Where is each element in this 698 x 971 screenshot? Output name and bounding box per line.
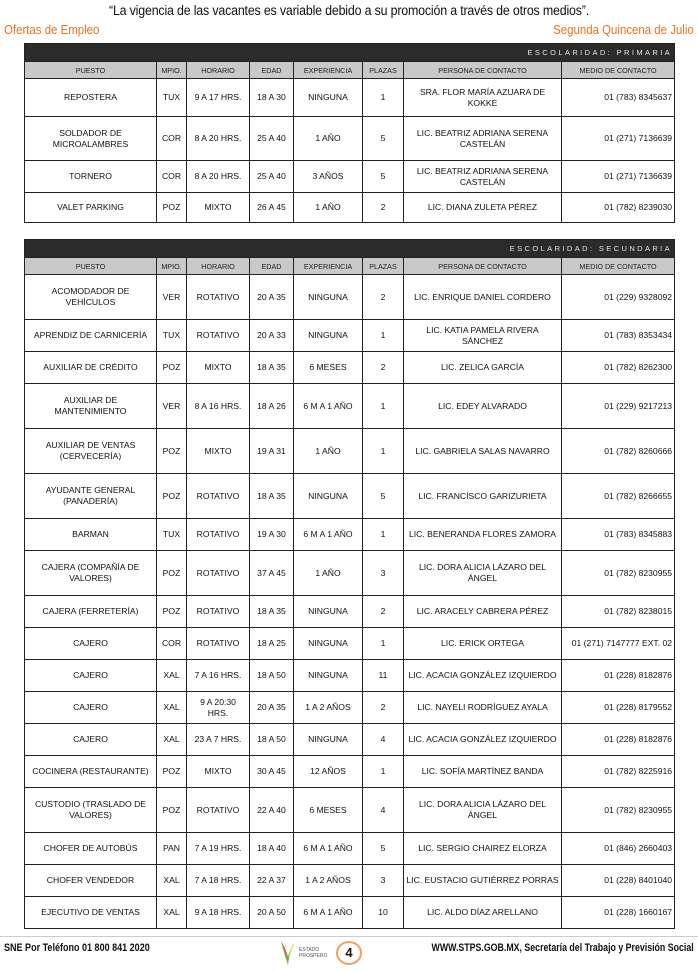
- experiencia-cell: 6 M A 1 AÑO: [294, 897, 363, 929]
- puesto-cell: VALET PARKING: [25, 193, 157, 223]
- mpio-cell: VER: [157, 275, 187, 320]
- experiencia-cell: 1 A 2 AÑOS: [294, 692, 363, 724]
- plazas-cell: 1: [363, 519, 404, 551]
- edad-cell: 26 A 45: [250, 193, 294, 223]
- contact-person-cell: LIC. ACACIA GONZÁLEZ IZQUIERDO: [404, 660, 562, 692]
- footer-website: WWW.STPS.GOB.MX, Secretaría del Trabajo y Previsión Social: [431, 942, 694, 954]
- contact-phone-cell: 01 (782) 8230955: [562, 788, 675, 833]
- horario-cell: 8 A 20 HRS.: [187, 161, 250, 193]
- mpio-cell: POZ: [157, 551, 187, 596]
- column-header: PUESTO: [25, 62, 157, 79]
- plazas-cell: 1: [363, 429, 404, 474]
- mpio-cell: TUX: [157, 519, 187, 551]
- table-row: [25, 833, 675, 865]
- horario-cell: ROTATIVO: [187, 275, 250, 320]
- column-header: PLAZAS: [363, 62, 404, 79]
- horario-cell: 23 A 7 HRS.: [187, 724, 250, 756]
- experiencia-cell: 12 AÑOS: [294, 756, 363, 788]
- contact-phone-cell: 01 (229) 9328092: [562, 275, 675, 320]
- contact-phone-cell: 01 (782) 8239030: [562, 193, 675, 223]
- table-row: [25, 788, 675, 833]
- table-row: [25, 865, 675, 897]
- experiencia-cell: 6 M A 1 AÑO: [294, 519, 363, 551]
- plazas-cell: 2: [363, 193, 404, 223]
- horario-cell: 7 A 16 HRS.: [187, 660, 250, 692]
- horario-cell: ROTATIVO: [187, 788, 250, 833]
- plazas-cell: 4: [363, 788, 404, 833]
- puesto-cell: SOLDADOR DE MICROALAMBRES: [25, 117, 157, 161]
- experiencia-cell: 1 AÑO: [294, 551, 363, 596]
- escolaridad-label: ESCOLARIDAD: SECUNDARIA: [25, 240, 675, 258]
- contact-person-cell: LIC. KATIA PAMELA RIVERA SÁNCHEZ: [404, 320, 562, 352]
- edad-cell: 37 A 45: [250, 551, 294, 596]
- footer-phone: SNE Por Teléfono 01 800 841 2020: [4, 942, 150, 954]
- horario-cell: MIXTO: [187, 429, 250, 474]
- plazas-cell: 3: [363, 865, 404, 897]
- puesto-cell: CUSTODIO (TRASLADO DE VALORES): [25, 788, 157, 833]
- experiencia-cell: NINGUNA: [294, 275, 363, 320]
- mpio-cell: XAL: [157, 660, 187, 692]
- puesto-cell: TORNERO: [25, 161, 157, 193]
- horario-cell: ROTATIVO: [187, 320, 250, 352]
- horario-cell: 7 A 18 HRS.: [187, 865, 250, 897]
- edad-cell: 25 A 40: [250, 117, 294, 161]
- column-header: HORARIO: [187, 258, 250, 275]
- edad-cell: 19 A 31: [250, 429, 294, 474]
- table-secundaria: [24, 239, 675, 929]
- horario-cell: 7 A 19 HRS.: [187, 833, 250, 865]
- edad-cell: 20 A 50: [250, 897, 294, 929]
- horario-cell: 8 A 20 HRS.: [187, 117, 250, 161]
- mpio-cell: PAN: [157, 833, 187, 865]
- experiencia-cell: 1 AÑO: [294, 117, 363, 161]
- experiencia-cell: NINGUNA: [294, 596, 363, 628]
- mpio-cell: TUX: [157, 320, 187, 352]
- mpio-cell: XAL: [157, 897, 187, 929]
- puesto-cell: EJECUTIVO DE VENTAS: [25, 897, 157, 929]
- contact-phone-cell: 01 (228) 1660167: [562, 897, 675, 929]
- horario-cell: ROTATIVO: [187, 551, 250, 596]
- horario-cell: ROTATIVO: [187, 474, 250, 519]
- contact-person-cell: LIC. BENERANDA FLORES ZAMORA: [404, 519, 562, 551]
- experiencia-cell: 6 MESES: [294, 352, 363, 384]
- puesto-cell: AUXILIAR DE VENTAS (CERVECERÍA): [25, 429, 157, 474]
- table-row: [25, 519, 675, 551]
- contact-person-cell: LIC. DIANA ZULETA PÉREZ: [404, 193, 562, 223]
- horario-cell: ROTATIVO: [187, 596, 250, 628]
- edad-cell: 18 A 40: [250, 833, 294, 865]
- plazas-cell: 1: [363, 628, 404, 660]
- contact-phone-cell: 01 (271) 7136639: [562, 161, 675, 193]
- plazas-cell: 1: [363, 384, 404, 429]
- contact-person-cell: LIC. EUSTACIO GUTIÉRREZ PORRAS: [404, 865, 562, 897]
- table-primaria: [24, 43, 675, 223]
- puesto-cell: CAJERA (FERRETERÍA): [25, 596, 157, 628]
- contact-phone-cell: 01 (228) 8182876: [562, 724, 675, 756]
- horario-cell: 9 A 17 HRS.: [187, 79, 250, 117]
- mpio-cell: POZ: [157, 352, 187, 384]
- experiencia-cell: NINGUNA: [294, 660, 363, 692]
- mpio-cell: POZ: [157, 474, 187, 519]
- contact-person-cell: LIC. FRANCÍSCO GARIZURIETA: [404, 474, 562, 519]
- table-row: [25, 79, 675, 117]
- experiencia-cell: 6 M A 1 AÑO: [294, 833, 363, 865]
- page-number: 4: [336, 941, 362, 965]
- puesto-cell: CAJERO: [25, 692, 157, 724]
- contact-person-cell: LIC. DORA ALICIA LÁZARO DEL ÁNGEL: [404, 788, 562, 833]
- puesto-cell: CHOFER DE AUTOBÚS: [25, 833, 157, 865]
- plazas-cell: 1: [363, 756, 404, 788]
- contact-phone-cell: 01 (783) 8345637: [562, 79, 675, 117]
- mpio-cell: COR: [157, 628, 187, 660]
- table-row: [25, 897, 675, 929]
- plazas-cell: 2: [363, 352, 404, 384]
- column-header: PUESTO: [25, 258, 157, 275]
- puesto-cell: APRENDIZ DE CARNICERÍA: [25, 320, 157, 352]
- horario-cell: 9 A 20:30 HRS.: [187, 692, 250, 724]
- contact-phone-cell: 01 (846) 2660403: [562, 833, 675, 865]
- table-row: [25, 193, 675, 223]
- column-header: HORARIO: [187, 62, 250, 79]
- table-row: [25, 117, 675, 161]
- puesto-cell: ACOMODADOR DE VEHÍCULOS: [25, 275, 157, 320]
- contact-phone-cell: 01 (782) 8230955: [562, 551, 675, 596]
- table-row: [25, 161, 675, 193]
- edad-cell: 25 A 40: [250, 161, 294, 193]
- experiencia-cell: 1 A 2 AÑOS: [294, 865, 363, 897]
- contact-person-cell: LIC. EDEY ALVARADO: [404, 384, 562, 429]
- escolaridad-label: ESCOLARIDAD: PRIMARIA: [25, 44, 675, 62]
- experiencia-cell: NINGUNA: [294, 79, 363, 117]
- contact-phone-cell: 01 (782) 8266655: [562, 474, 675, 519]
- column-header: PERSONA DE CONTACTO: [404, 62, 562, 79]
- plazas-cell: 10: [363, 897, 404, 929]
- contact-phone-cell: 01 (271) 7136639: [562, 117, 675, 161]
- contact-person-cell: LIC. ERICK ORTEGA: [404, 628, 562, 660]
- horario-cell: 8 A 16 HRS.: [187, 384, 250, 429]
- contact-person-cell: LIC. SOFÍA MARTÍNEZ BANDA: [404, 756, 562, 788]
- mpio-cell: XAL: [157, 724, 187, 756]
- plazas-cell: 11: [363, 660, 404, 692]
- edad-cell: 22 A 37: [250, 865, 294, 897]
- contact-person-cell: LIC. ACACIA GONZÁLEZ IZQUIERDO: [404, 724, 562, 756]
- period-label: Segunda Quincena de Julio: [553, 22, 694, 37]
- experiencia-cell: NINGUNA: [294, 320, 363, 352]
- experiencia-cell: 3 AÑOS: [294, 161, 363, 193]
- experiencia-cell: 6 MESES: [294, 788, 363, 833]
- mpio-cell: COR: [157, 117, 187, 161]
- horario-cell: ROTATIVO: [187, 628, 250, 660]
- mpio-cell: POZ: [157, 756, 187, 788]
- table-row: [25, 692, 675, 724]
- experiencia-cell: NINGUNA: [294, 474, 363, 519]
- contact-phone-cell: 01 (228) 8182876: [562, 660, 675, 692]
- table-row: [25, 474, 675, 519]
- table-row: [25, 352, 675, 384]
- contact-person-cell: LIC. ZELICA GARCÍA: [404, 352, 562, 384]
- horario-cell: 9 A 18 HRS.: [187, 897, 250, 929]
- table-row: [25, 551, 675, 596]
- column-header: MPIO.: [157, 258, 187, 275]
- plazas-cell: 5: [363, 474, 404, 519]
- table-row: [25, 724, 675, 756]
- escolaridad-band: [25, 44, 675, 62]
- plazas-cell: 5: [363, 161, 404, 193]
- contact-person-cell: LIC. NAYELI RODRÍGUEZ AYALA: [404, 692, 562, 724]
- plazas-cell: 1: [363, 320, 404, 352]
- table-row: [25, 660, 675, 692]
- plazas-cell: 5: [363, 117, 404, 161]
- contact-person-cell: LIC. SERGIO CHAIREZ ELORZA: [404, 833, 562, 865]
- column-header: PERSONA DE CONTACTO: [404, 258, 562, 275]
- column-header: MEDIO DE CONTACTO: [562, 258, 675, 275]
- mpio-cell: POZ: [157, 193, 187, 223]
- contact-phone-cell: 01 (783) 8353434: [562, 320, 675, 352]
- contact-person-cell: LIC. BEATRIZ ADRIANA SERENA CASTELÁN: [404, 161, 562, 193]
- table-row: [25, 596, 675, 628]
- experiencia-cell: 1 AÑO: [294, 193, 363, 223]
- plazas-cell: 1: [363, 79, 404, 117]
- mpio-cell: POZ: [157, 596, 187, 628]
- section-title: Ofertas de Empleo: [4, 22, 100, 37]
- mpio-cell: XAL: [157, 692, 187, 724]
- column-header: EDAD: [250, 258, 294, 275]
- experiencia-cell: 6 M A 1 AÑO: [294, 384, 363, 429]
- column-header: MEDIO DE CONTACTO: [562, 62, 675, 79]
- puesto-cell: CAJERO: [25, 724, 157, 756]
- column-header-row: [25, 62, 675, 79]
- puesto-cell: COCINERA (RESTAURANTE): [25, 756, 157, 788]
- mpio-cell: POZ: [157, 788, 187, 833]
- escolaridad-band: [25, 240, 675, 258]
- mpio-cell: VER: [157, 384, 187, 429]
- contact-phone-cell: 01 (229) 9217213: [562, 384, 675, 429]
- puesto-cell: AYUDANTE GENERAL (PANADERÍA): [25, 474, 157, 519]
- edad-cell: 19 A 30: [250, 519, 294, 551]
- puesto-cell: BARMAN: [25, 519, 157, 551]
- horario-cell: MIXTO: [187, 756, 250, 788]
- edad-cell: 18 A 26: [250, 384, 294, 429]
- edad-cell: 20 A 35: [250, 692, 294, 724]
- horario-cell: MIXTO: [187, 193, 250, 223]
- experiencia-cell: 1 AÑO: [294, 429, 363, 474]
- table-row: [25, 756, 675, 788]
- contact-phone-cell: 01 (782) 8225916: [562, 756, 675, 788]
- contact-person-cell: LIC. BEATRIZ ADRIANA SERENA CASTELÁN: [404, 117, 562, 161]
- plazas-cell: 3: [363, 551, 404, 596]
- edad-cell: 30 A 45: [250, 756, 294, 788]
- logo-mark-icon: [279, 939, 297, 966]
- footer-divider: [0, 936, 698, 937]
- mpio-cell: TUX: [157, 79, 187, 117]
- column-header: PLAZAS: [363, 258, 404, 275]
- contact-person-cell: LIC. DORA ALICIA LÁZARO DEL ÁNGEL: [404, 551, 562, 596]
- plazas-cell: 2: [363, 596, 404, 628]
- puesto-cell: CAJERO: [25, 628, 157, 660]
- table-row: [25, 628, 675, 660]
- puesto-cell: CAJERO: [25, 660, 157, 692]
- contact-person-cell: LIC. ARACELY CABRERA PÉREZ: [404, 596, 562, 628]
- edad-cell: 18 A 30: [250, 79, 294, 117]
- horario-cell: MIXTO: [187, 352, 250, 384]
- contact-person-cell: LIC. GABRIELA SALAS NAVARRO: [404, 429, 562, 474]
- contact-phone-cell: 01 (782) 8262300: [562, 352, 675, 384]
- edad-cell: 20 A 35: [250, 275, 294, 320]
- puesto-cell: AUXILIAR DE CRÉDITO: [25, 352, 157, 384]
- contact-phone-cell: 01 (782) 8238015: [562, 596, 675, 628]
- puesto-cell: REPOSTERA: [25, 79, 157, 117]
- contact-person-cell: SRA. FLOR MARÍA AZUARA DE KOKKE: [404, 79, 562, 117]
- table-row: [25, 275, 675, 320]
- horario-cell: ROTATIVO: [187, 519, 250, 551]
- estado-prospero-logo: [279, 939, 334, 966]
- contact-phone-cell: 01 (782) 8260666: [562, 429, 675, 474]
- plazas-cell: 2: [363, 692, 404, 724]
- edad-cell: 18 A 25: [250, 628, 294, 660]
- plazas-cell: 4: [363, 724, 404, 756]
- puesto-cell: CHOFER VENDEDOR: [25, 865, 157, 897]
- edad-cell: 18 A 50: [250, 724, 294, 756]
- column-header: EDAD: [250, 62, 294, 79]
- table-row: [25, 320, 675, 352]
- contact-phone-cell: 01 (271) 7147777 EXT. 02: [562, 628, 675, 660]
- contact-phone-cell: 01 (228) 8179552: [562, 692, 675, 724]
- mpio-cell: POZ: [157, 429, 187, 474]
- edad-cell: 18 A 35: [250, 474, 294, 519]
- plazas-cell: 2: [363, 275, 404, 320]
- column-header: EXPERIENCIA: [294, 62, 363, 79]
- edad-cell: 18 A 35: [250, 352, 294, 384]
- mpio-cell: XAL: [157, 865, 187, 897]
- contact-phone-cell: 01 (228) 8401040: [562, 865, 675, 897]
- contact-phone-cell: 01 (783) 8345883: [562, 519, 675, 551]
- puesto-cell: CAJERA (COMPAÑÍA DE VALORES): [25, 551, 157, 596]
- puesto-cell: AUXILIAR DE MANTENIMIENTO: [25, 384, 157, 429]
- edad-cell: 18 A 50: [250, 660, 294, 692]
- experiencia-cell: NINGUNA: [294, 628, 363, 660]
- edad-cell: 20 A 33: [250, 320, 294, 352]
- logo-text: ESTADO PROSPERO: [299, 947, 328, 959]
- contact-person-cell: LIC. ENRIQUE DANIEL CORDERO: [404, 275, 562, 320]
- plazas-cell: 5: [363, 833, 404, 865]
- column-header: EXPERIENCIA: [294, 258, 363, 275]
- column-header: MPIO.: [157, 62, 187, 79]
- edad-cell: 18 A 35: [250, 596, 294, 628]
- mpio-cell: COR: [157, 161, 187, 193]
- table-row: [25, 384, 675, 429]
- table-row: [25, 429, 675, 474]
- vigencia-notice: “La vigencia de las vacantes es variable debido a su promoción a través de otros medios”.: [108, 3, 590, 18]
- experiencia-cell: NINGUNA: [294, 724, 363, 756]
- edad-cell: 22 A 40: [250, 788, 294, 833]
- column-header-row: [25, 258, 675, 275]
- contact-person-cell: LIC. ALDO DÍAZ ARELLANO: [404, 897, 562, 929]
